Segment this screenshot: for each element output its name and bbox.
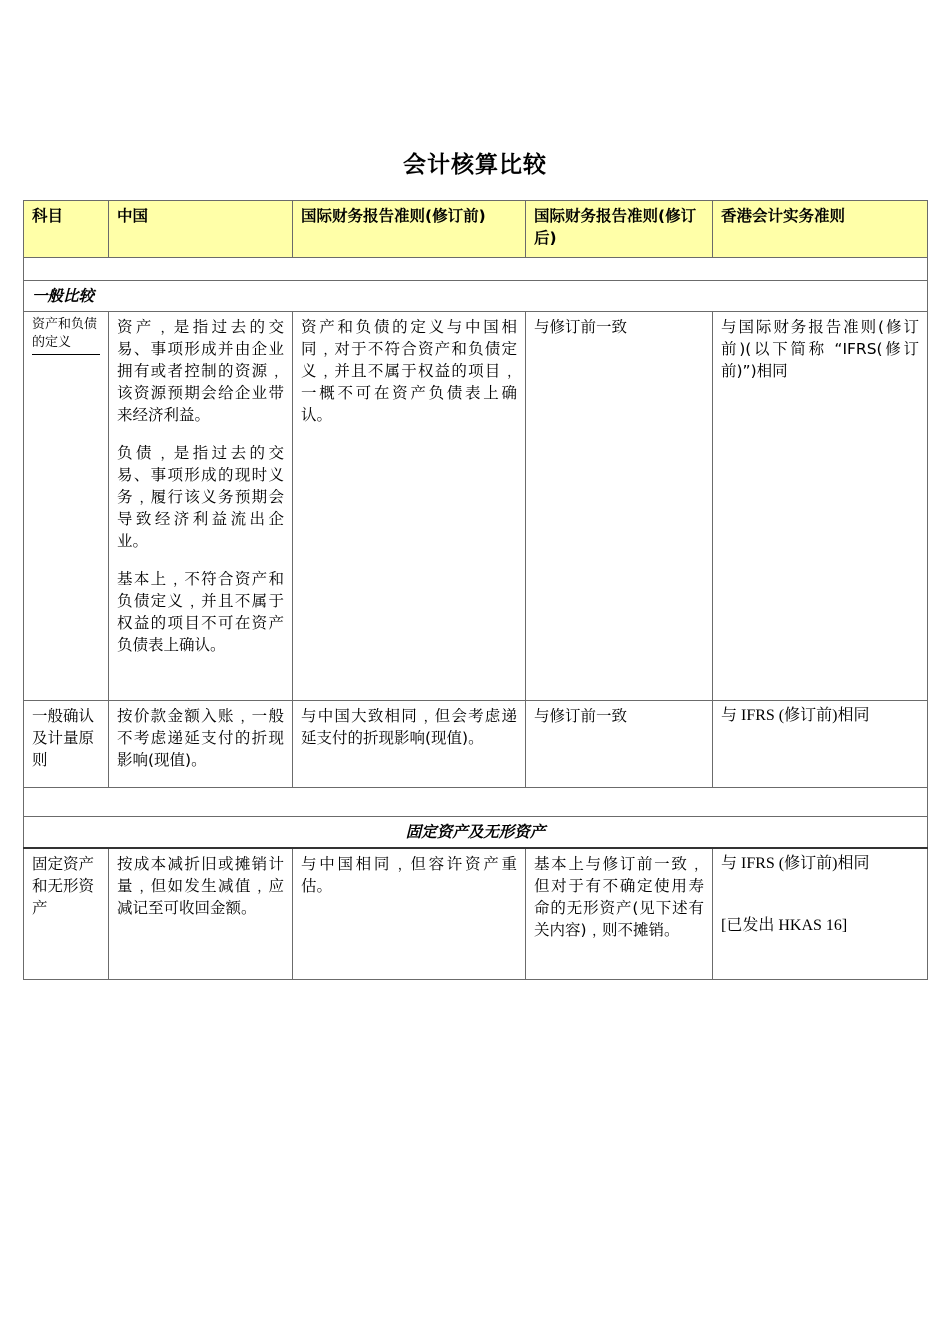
row2-hk: 与 IFRS (修订前)相同 bbox=[713, 701, 928, 788]
row3-subject: 固定资产和无形资产 bbox=[24, 848, 109, 980]
row2-ifrs-pre: 与中国大致相同﹐但会考虑递延支付的折现影响(现值)。 bbox=[293, 701, 526, 788]
row1-ifrs-pre: 资产和负债的定义与中国相同﹐对于不符合资产和负债定义﹐并且不属于权益的项目﹐一概不可在资产负债表上确认。 bbox=[293, 312, 526, 701]
row3-ifrs-post: 基本上与修订前一致﹐但对于有不确定使用寿命的无形资产(见下述有关内容)﹐则不摊销。 bbox=[526, 848, 713, 980]
row3-hk-issued: [已发出 HKAS 16] bbox=[721, 917, 848, 934]
header-china: 中国 bbox=[109, 201, 293, 258]
row1-china-liabilities: 负债﹐是指过去的交易、事项形成的现时义务﹐履行该义务预期会导致经济利益流出企业。 bbox=[117, 444, 284, 550]
comparison-table bbox=[23, 200, 928, 980]
row1-hk: 与国际财务报告准则(修订前)(以下简称 “IFRS(修订前)”)相同 bbox=[713, 312, 928, 701]
table-row bbox=[24, 312, 928, 701]
row3-china: 按成本减折旧或摊销计量﹐但如发生减值﹐应减记至可收回金额。 bbox=[109, 848, 293, 980]
row1-subject: 资产和负债的定义 bbox=[32, 316, 100, 355]
row3-ifrs-pre: 与中国相同﹐但容许资产重估。 bbox=[293, 848, 526, 980]
table-row bbox=[24, 848, 928, 980]
row2-china: 按价款金额入账﹐一般不考虑递延支付的折现影响(现值)。 bbox=[109, 701, 293, 788]
section-fixed-row bbox=[24, 817, 928, 849]
header-ifrs-pre: 国际财务报告准则(修订前) bbox=[293, 201, 526, 258]
row1-china-basic: 基本上﹐不符合资产和负债定义﹐并且不属于权益的项目不可在资产负债表上确认。 bbox=[117, 570, 284, 654]
section-general-row bbox=[24, 281, 928, 312]
row3-hk-same: 与 IFRS (修订前)相同 bbox=[721, 855, 870, 872]
row2-subject: 一般确认及计量原则 bbox=[24, 701, 109, 788]
row2-ifrs-post: 与修订前一致 bbox=[526, 701, 713, 788]
header-ifrs-post: 国际财务报告准则(修订后) bbox=[526, 201, 713, 258]
section-fixed-heading: 固定资产及无形资产 bbox=[24, 817, 928, 849]
section-general-heading: 一般比较 bbox=[24, 281, 928, 312]
header-hk: 香港会计实务准则 bbox=[713, 201, 928, 258]
table-row bbox=[24, 701, 928, 788]
page-title: 会计核算比较 bbox=[403, 152, 547, 178]
header-subject: 科目 bbox=[24, 201, 109, 258]
row1-china-assets: 资产﹐是指过去的交易、事项形成并由企业拥有或者控制的资源﹐该资源预期会给企业带来经济利益。 bbox=[117, 318, 284, 424]
row1-ifrs-post: 与修订前一致 bbox=[526, 312, 713, 701]
table-header-row bbox=[24, 201, 928, 258]
